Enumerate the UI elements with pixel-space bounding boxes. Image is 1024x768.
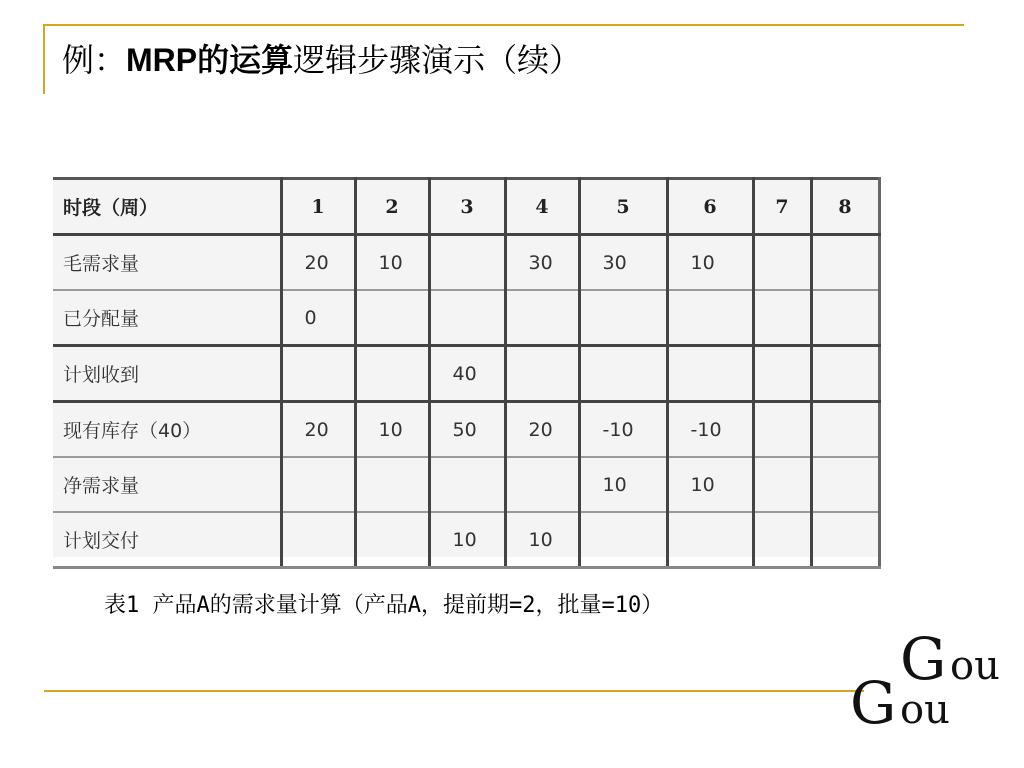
table-cell: [811, 346, 879, 402]
gougou-logo: [850, 625, 1020, 737]
table-cell: [753, 457, 811, 512]
table-cell: [579, 512, 667, 568]
header-cell: 7: [753, 179, 811, 235]
table-cell: 10: [579, 457, 667, 512]
table-cell: 20: [281, 402, 355, 458]
table-cell: [667, 512, 753, 568]
table-cell: 10: [355, 402, 429, 458]
table-cell: 10: [667, 235, 753, 291]
table-row: [53, 457, 879, 512]
table-cell: [281, 457, 355, 512]
header-cell: 时段（周）: [53, 179, 281, 235]
table-cell: -10: [579, 402, 667, 458]
row-label: 已分配量: [53, 290, 281, 346]
table-cell: [429, 235, 505, 291]
table-cell: [579, 346, 667, 402]
mrp-table-image: [53, 177, 879, 557]
table-cell: 20: [505, 402, 579, 458]
table-cell: [811, 457, 879, 512]
table-cell: [505, 457, 579, 512]
table-cell: [505, 290, 579, 346]
table-caption: 表1 产品A的需求量计算（产品A，提前期=2，批量=10）: [104, 593, 664, 618]
table-cell: [429, 290, 505, 346]
header-cell: 8: [811, 179, 879, 235]
row-label: 计划收到: [53, 346, 281, 402]
table-cell: 10: [667, 457, 753, 512]
header-cell: 4: [505, 179, 579, 235]
table-row: [53, 402, 879, 458]
header-cell: 6: [667, 179, 753, 235]
table-cell: [753, 512, 811, 568]
table-row: [53, 512, 879, 568]
table-cell: [505, 346, 579, 402]
logo-letters: ou: [900, 687, 950, 733]
bottom-rule: [44, 690, 864, 692]
logo-letter: G: [850, 669, 897, 737]
row-label: 毛需求量: [53, 235, 281, 291]
header-cell: 3: [429, 179, 505, 235]
table-cell: [355, 290, 429, 346]
mrp-table: [53, 177, 881, 569]
table-cell: [429, 457, 505, 512]
table-cell: 20: [281, 235, 355, 291]
logo-letter: G: [900, 625, 947, 693]
table-cell: [667, 290, 753, 346]
row-label: 计划交付: [53, 512, 281, 568]
logo-letters: ou: [950, 643, 1000, 689]
table-cell: [355, 457, 429, 512]
table-cell: [667, 346, 753, 402]
row-label: 净需求量: [53, 457, 281, 512]
table-cell: 10: [505, 512, 579, 568]
table-cell: [355, 512, 429, 568]
table-cell: 0: [281, 290, 355, 346]
table-cell: [281, 512, 355, 568]
table-cell: [811, 512, 879, 568]
header-cell: 5: [579, 179, 667, 235]
table-cell: 10: [355, 235, 429, 291]
table-cell: [753, 346, 811, 402]
slide-title: [62, 38, 581, 82]
table-cell: [281, 346, 355, 402]
left-rule: [43, 24, 45, 94]
table-cell: [355, 346, 429, 402]
table-cell: [753, 235, 811, 291]
row-label: 现有库存（40）: [53, 402, 281, 458]
table-row: [53, 346, 879, 402]
header-cell: 2: [355, 179, 429, 235]
header-cell: 1: [281, 179, 355, 235]
table-row: [53, 290, 879, 346]
table-cell: 10: [429, 512, 505, 568]
table-cell: [753, 402, 811, 458]
table-cell: [753, 290, 811, 346]
table-cell: 50: [429, 402, 505, 458]
table-row: [53, 235, 879, 291]
table-cell: [579, 290, 667, 346]
header-row: [53, 179, 879, 235]
table-cell: [811, 235, 879, 291]
table-cell: [811, 290, 879, 346]
table-cell: 30: [505, 235, 579, 291]
table-cell: 30: [579, 235, 667, 291]
table-cell: 40: [429, 346, 505, 402]
top-rule: [44, 24, 964, 26]
title-rest: 逻辑步骤演示（续）: [293, 41, 582, 79]
table-cell: [811, 402, 879, 458]
title-prefix: 例：: [62, 41, 127, 79]
table-cell: -10: [667, 402, 753, 458]
title-bold: MRP的运算: [126, 42, 294, 78]
